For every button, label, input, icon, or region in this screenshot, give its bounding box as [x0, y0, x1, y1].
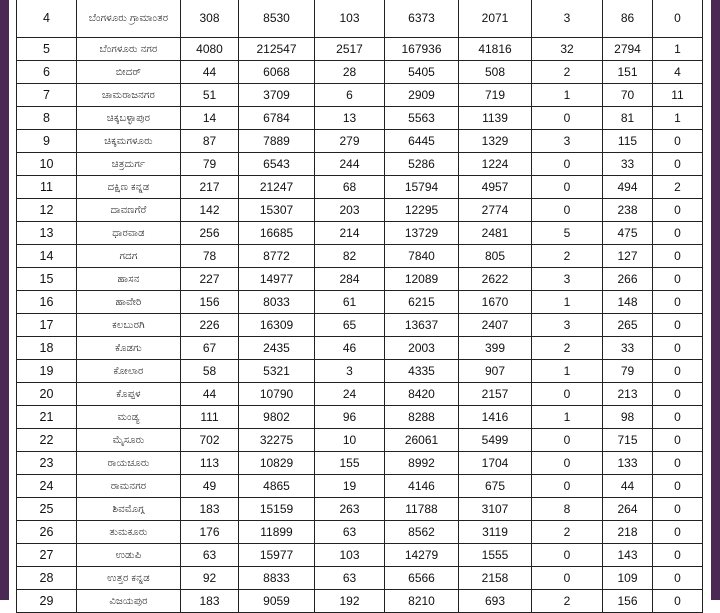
value-cell-7: 218 — [603, 521, 653, 544]
value-cell-3: 82 — [315, 245, 385, 268]
value-cell-5: 675 — [459, 475, 532, 498]
value-cell-4: 2003 — [385, 337, 459, 360]
value-cell-6: 0 — [532, 107, 603, 130]
serial-number-cell: 18 — [17, 337, 77, 360]
district-stats-table — [16, 0, 703, 613]
value-cell-1: 217 — [181, 176, 239, 199]
value-cell-2: 6784 — [239, 107, 315, 130]
value-cell-5: 2407 — [459, 314, 532, 337]
value-cell-6: 3 — [532, 0, 603, 38]
value-cell-3: 284 — [315, 268, 385, 291]
value-cell-4: 13729 — [385, 222, 459, 245]
value-cell-6: 2 — [532, 337, 603, 360]
serial-number-cell: 23 — [17, 452, 77, 475]
value-cell-3: 155 — [315, 452, 385, 475]
value-cell-3: 24 — [315, 383, 385, 406]
value-cell-1: 256 — [181, 222, 239, 245]
value-cell-3: 65 — [315, 314, 385, 337]
value-cell-8: 0 — [653, 268, 703, 291]
value-cell-2: 2435 — [239, 337, 315, 360]
value-cell-4: 8288 — [385, 406, 459, 429]
district-name-cell: ಕೊಪ್ಪಳ — [77, 383, 181, 406]
value-cell-7: 143 — [603, 544, 653, 567]
value-cell-6: 0 — [532, 544, 603, 567]
value-cell-8: 0 — [653, 153, 703, 176]
value-cell-1: 44 — [181, 383, 239, 406]
value-cell-6: 8 — [532, 498, 603, 521]
table-row — [17, 199, 703, 222]
value-cell-5: 3119 — [459, 521, 532, 544]
value-cell-5: 719 — [459, 84, 532, 107]
district-name-cell: ರಾಯಚೂರು — [77, 452, 181, 475]
table-row — [17, 406, 703, 429]
value-cell-3: 68 — [315, 176, 385, 199]
value-cell-7: 127 — [603, 245, 653, 268]
value-cell-1: 87 — [181, 130, 239, 153]
value-cell-4: 6215 — [385, 291, 459, 314]
value-cell-7: 81 — [603, 107, 653, 130]
table-body — [17, 0, 703, 613]
value-cell-3: 28 — [315, 61, 385, 84]
value-cell-6: 0 — [532, 383, 603, 406]
value-cell-8: 1 — [653, 107, 703, 130]
value-cell-6: 0 — [532, 199, 603, 222]
value-cell-5: 41816 — [459, 38, 532, 61]
serial-number-cell: 13 — [17, 222, 77, 245]
value-cell-8: 0 — [653, 567, 703, 590]
table-row — [17, 38, 703, 61]
value-cell-4: 14279 — [385, 544, 459, 567]
serial-number-cell: 8 — [17, 107, 77, 130]
table-row — [17, 498, 703, 521]
value-cell-8: 0 — [653, 521, 703, 544]
value-cell-5: 1555 — [459, 544, 532, 567]
value-cell-8: 0 — [653, 475, 703, 498]
district-name-cell: ತುಮಕೂರು — [77, 521, 181, 544]
district-name-cell: ದಾವಣಗೆರೆ — [77, 199, 181, 222]
table-row — [17, 429, 703, 452]
value-cell-1: 227 — [181, 268, 239, 291]
district-name-cell: ಬೀದರ್ — [77, 61, 181, 84]
value-cell-5: 5499 — [459, 429, 532, 452]
table-row — [17, 268, 703, 291]
value-cell-3: 3 — [315, 360, 385, 383]
value-cell-7: 44 — [603, 475, 653, 498]
table-row — [17, 314, 703, 337]
district-name-cell: ಮಂಡ್ಯ — [77, 406, 181, 429]
value-cell-6: 2 — [532, 61, 603, 84]
value-cell-2: 3709 — [239, 84, 315, 107]
value-cell-8: 0 — [653, 383, 703, 406]
district-name-cell: ಧಾರವಾಡ — [77, 222, 181, 245]
value-cell-5: 1139 — [459, 107, 532, 130]
value-cell-5: 4957 — [459, 176, 532, 199]
serial-number-cell: 21 — [17, 406, 77, 429]
district-name-cell: ಹಾಸನ — [77, 268, 181, 291]
serial-number-cell: 12 — [17, 199, 77, 222]
value-cell-8: 0 — [653, 222, 703, 245]
value-cell-6: 1 — [532, 291, 603, 314]
value-cell-4: 12089 — [385, 268, 459, 291]
value-cell-5: 1670 — [459, 291, 532, 314]
value-cell-3: 46 — [315, 337, 385, 360]
value-cell-4: 6445 — [385, 130, 459, 153]
value-cell-8: 0 — [653, 406, 703, 429]
value-cell-1: 142 — [181, 199, 239, 222]
value-cell-8: 0 — [653, 0, 703, 38]
value-cell-5: 2158 — [459, 567, 532, 590]
district-name-cell: ಕೊಡಗು — [77, 337, 181, 360]
district-name-cell: ಚಾಮರಾಜನಗರ — [77, 84, 181, 107]
table-row — [17, 291, 703, 314]
value-cell-5: 2071 — [459, 0, 532, 38]
serial-number-cell: 9 — [17, 130, 77, 153]
value-cell-5: 2157 — [459, 383, 532, 406]
value-cell-7: 715 — [603, 429, 653, 452]
value-cell-6: 0 — [532, 429, 603, 452]
serial-number-cell: 22 — [17, 429, 77, 452]
value-cell-7: 494 — [603, 176, 653, 199]
district-name-cell: ಮೈಸೂರು — [77, 429, 181, 452]
value-cell-3: 13 — [315, 107, 385, 130]
value-cell-1: 49 — [181, 475, 239, 498]
table-row — [17, 337, 703, 360]
value-cell-5: 1224 — [459, 153, 532, 176]
value-cell-8: 0 — [653, 130, 703, 153]
value-cell-2: 6543 — [239, 153, 315, 176]
value-cell-6: 0 — [532, 153, 603, 176]
table-row — [17, 0, 703, 38]
value-cell-1: 14 — [181, 107, 239, 130]
value-cell-2: 8833 — [239, 567, 315, 590]
district-name-cell: ಚಿತ್ರದುರ್ಗ — [77, 153, 181, 176]
value-cell-6: 0 — [532, 475, 603, 498]
value-cell-5: 907 — [459, 360, 532, 383]
value-cell-7: 151 — [603, 61, 653, 84]
value-cell-3: 63 — [315, 521, 385, 544]
serial-number-cell: 14 — [17, 245, 77, 268]
table-row — [17, 107, 703, 130]
district-name-cell: ವಿಜಯಪುರ — [77, 590, 181, 613]
value-cell-5: 1416 — [459, 406, 532, 429]
value-cell-1: 78 — [181, 245, 239, 268]
value-cell-4: 13637 — [385, 314, 459, 337]
value-cell-1: 226 — [181, 314, 239, 337]
value-cell-6: 2 — [532, 245, 603, 268]
value-cell-8: 0 — [653, 291, 703, 314]
value-cell-7: 33 — [603, 337, 653, 360]
value-cell-1: 183 — [181, 498, 239, 521]
value-cell-5: 693 — [459, 590, 532, 613]
value-cell-2: 15159 — [239, 498, 315, 521]
serial-number-cell: 26 — [17, 521, 77, 544]
value-cell-7: 33 — [603, 153, 653, 176]
value-cell-6: 3 — [532, 130, 603, 153]
table-row — [17, 567, 703, 590]
serial-number-cell: 19 — [17, 360, 77, 383]
value-cell-7: 86 — [603, 0, 653, 38]
value-cell-3: 103 — [315, 0, 385, 38]
serial-number-cell: 28 — [17, 567, 77, 590]
value-cell-7: 148 — [603, 291, 653, 314]
value-cell-5: 508 — [459, 61, 532, 84]
value-cell-1: 156 — [181, 291, 239, 314]
value-cell-8: 0 — [653, 360, 703, 383]
serial-number-cell: 11 — [17, 176, 77, 199]
value-cell-6: 1 — [532, 84, 603, 107]
value-cell-2: 9059 — [239, 590, 315, 613]
table-row — [17, 590, 703, 613]
value-cell-5: 2622 — [459, 268, 532, 291]
value-cell-4: 4335 — [385, 360, 459, 383]
value-cell-8: 11 — [653, 84, 703, 107]
value-cell-4: 7840 — [385, 245, 459, 268]
value-cell-1: 58 — [181, 360, 239, 383]
value-cell-3: 2517 — [315, 38, 385, 61]
value-cell-8: 0 — [653, 498, 703, 521]
value-cell-6: 0 — [532, 567, 603, 590]
value-cell-8: 0 — [653, 544, 703, 567]
serial-number-cell: 15 — [17, 268, 77, 291]
value-cell-8: 0 — [653, 429, 703, 452]
serial-number-cell: 24 — [17, 475, 77, 498]
serial-number-cell: 7 — [17, 84, 77, 107]
value-cell-4: 8992 — [385, 452, 459, 475]
value-cell-3: 203 — [315, 199, 385, 222]
value-cell-6: 3 — [532, 268, 603, 291]
value-cell-5: 805 — [459, 245, 532, 268]
serial-number-cell: 6 — [17, 61, 77, 84]
serial-number-cell: 29 — [17, 590, 77, 613]
district-name-cell: ಶಿವಮೊಗ್ಗ — [77, 498, 181, 521]
value-cell-7: 133 — [603, 452, 653, 475]
value-cell-6: 0 — [532, 452, 603, 475]
value-cell-2: 15307 — [239, 199, 315, 222]
district-name-cell: ಉಡುಪಿ — [77, 544, 181, 567]
value-cell-7: 156 — [603, 590, 653, 613]
value-cell-4: 8420 — [385, 383, 459, 406]
serial-number-cell: 4 — [17, 0, 77, 38]
value-cell-2: 14977 — [239, 268, 315, 291]
page-border-right — [711, 0, 720, 600]
serial-number-cell: 27 — [17, 544, 77, 567]
value-cell-6: 2 — [532, 521, 603, 544]
value-cell-1: 92 — [181, 567, 239, 590]
value-cell-7: 238 — [603, 199, 653, 222]
value-cell-5: 2481 — [459, 222, 532, 245]
value-cell-8: 1 — [653, 38, 703, 61]
value-cell-6: 1 — [532, 406, 603, 429]
serial-number-cell: 17 — [17, 314, 77, 337]
value-cell-4: 15794 — [385, 176, 459, 199]
table-row — [17, 452, 703, 475]
value-cell-4: 11788 — [385, 498, 459, 521]
value-cell-2: 32275 — [239, 429, 315, 452]
value-cell-8: 0 — [653, 337, 703, 360]
value-cell-5: 1329 — [459, 130, 532, 153]
value-cell-2: 6068 — [239, 61, 315, 84]
value-cell-7: 264 — [603, 498, 653, 521]
value-cell-6: 5 — [532, 222, 603, 245]
table-row — [17, 383, 703, 406]
district-name-cell: ಚಿಕ್ಕಮಗಳೂರು — [77, 130, 181, 153]
page-border-left — [0, 0, 9, 600]
value-cell-7: 109 — [603, 567, 653, 590]
value-cell-1: 51 — [181, 84, 239, 107]
value-cell-4: 6566 — [385, 567, 459, 590]
value-cell-3: 19 — [315, 475, 385, 498]
value-cell-8: 0 — [653, 245, 703, 268]
table-row — [17, 521, 703, 544]
value-cell-2: 5321 — [239, 360, 315, 383]
value-cell-3: 10 — [315, 429, 385, 452]
value-cell-3: 96 — [315, 406, 385, 429]
value-cell-1: 67 — [181, 337, 239, 360]
value-cell-3: 103 — [315, 544, 385, 567]
value-cell-2: 212547 — [239, 38, 315, 61]
value-cell-1: 308 — [181, 0, 239, 38]
value-cell-3: 263 — [315, 498, 385, 521]
value-cell-2: 4865 — [239, 475, 315, 498]
value-cell-7: 115 — [603, 130, 653, 153]
value-cell-5: 399 — [459, 337, 532, 360]
table-row — [17, 544, 703, 567]
value-cell-3: 279 — [315, 130, 385, 153]
value-cell-2: 8033 — [239, 291, 315, 314]
value-cell-4: 8562 — [385, 521, 459, 544]
value-cell-4: 5405 — [385, 61, 459, 84]
value-cell-3: 192 — [315, 590, 385, 613]
value-cell-6: 3 — [532, 314, 603, 337]
value-cell-2: 7889 — [239, 130, 315, 153]
value-cell-3: 61 — [315, 291, 385, 314]
value-cell-8: 0 — [653, 314, 703, 337]
value-cell-6: 1 — [532, 360, 603, 383]
value-cell-2: 10829 — [239, 452, 315, 475]
value-cell-8: 0 — [653, 199, 703, 222]
table-row — [17, 84, 703, 107]
value-cell-2: 21247 — [239, 176, 315, 199]
value-cell-1: 44 — [181, 61, 239, 84]
district-name-cell: ಉತ್ತರ ಕನ್ನಡ — [77, 567, 181, 590]
value-cell-1: 63 — [181, 544, 239, 567]
value-cell-7: 475 — [603, 222, 653, 245]
value-cell-4: 167936 — [385, 38, 459, 61]
table-row — [17, 360, 703, 383]
value-cell-5: 1704 — [459, 452, 532, 475]
value-cell-4: 6373 — [385, 0, 459, 38]
value-cell-4: 2909 — [385, 84, 459, 107]
serial-number-cell: 20 — [17, 383, 77, 406]
district-name-cell: ರಾಮನಗರ — [77, 475, 181, 498]
value-cell-1: 176 — [181, 521, 239, 544]
district-name-cell: ದಕ್ಷಿಣ ಕನ್ನಡ — [77, 176, 181, 199]
district-name-cell: ಗದಗ — [77, 245, 181, 268]
table-row — [17, 222, 703, 245]
value-cell-3: 214 — [315, 222, 385, 245]
value-cell-1: 183 — [181, 590, 239, 613]
value-cell-8: 0 — [653, 590, 703, 613]
table-row — [17, 61, 703, 84]
serial-number-cell: 25 — [17, 498, 77, 521]
value-cell-7: 213 — [603, 383, 653, 406]
serial-number-cell: 10 — [17, 153, 77, 176]
value-cell-5: 2774 — [459, 199, 532, 222]
district-name-cell: ಕೋಲಾರ — [77, 360, 181, 383]
district-name-cell: ಕಲಬುರಗಿ — [77, 314, 181, 337]
value-cell-1: 113 — [181, 452, 239, 475]
value-cell-6: 2 — [532, 590, 603, 613]
district-name-cell: ಹಾವೇರಿ — [77, 291, 181, 314]
value-cell-8: 2 — [653, 176, 703, 199]
value-cell-7: 79 — [603, 360, 653, 383]
value-cell-2: 8530 — [239, 0, 315, 38]
value-cell-6: 0 — [532, 176, 603, 199]
value-cell-2: 15977 — [239, 544, 315, 567]
district-name-cell: ಬೆಂಗಳೂರು ಗ್ರಾಮಾಂತರ — [77, 0, 181, 38]
value-cell-3: 63 — [315, 567, 385, 590]
value-cell-1: 111 — [181, 406, 239, 429]
value-cell-4: 4146 — [385, 475, 459, 498]
district-name-cell: ಚಿಕ್ಕಬಳ್ಳಾಪುರ — [77, 107, 181, 130]
value-cell-8: 4 — [653, 61, 703, 84]
value-cell-2: 8772 — [239, 245, 315, 268]
value-cell-7: 70 — [603, 84, 653, 107]
value-cell-2: 16685 — [239, 222, 315, 245]
value-cell-1: 79 — [181, 153, 239, 176]
district-name-cell: ಬೆಂಗಳೂರು ನಗರ — [77, 38, 181, 61]
value-cell-3: 244 — [315, 153, 385, 176]
value-cell-4: 5286 — [385, 153, 459, 176]
value-cell-7: 2794 — [603, 38, 653, 61]
value-cell-1: 4080 — [181, 38, 239, 61]
table-row — [17, 130, 703, 153]
table-row — [17, 475, 703, 498]
value-cell-4: 5563 — [385, 107, 459, 130]
value-cell-2: 16309 — [239, 314, 315, 337]
value-cell-7: 266 — [603, 268, 653, 291]
table-row — [17, 245, 703, 268]
value-cell-4: 8210 — [385, 590, 459, 613]
value-cell-3: 6 — [315, 84, 385, 107]
value-cell-7: 98 — [603, 406, 653, 429]
value-cell-7: 265 — [603, 314, 653, 337]
value-cell-1: 702 — [181, 429, 239, 452]
value-cell-2: 9802 — [239, 406, 315, 429]
value-cell-4: 26061 — [385, 429, 459, 452]
value-cell-4: 12295 — [385, 199, 459, 222]
value-cell-8: 0 — [653, 452, 703, 475]
table-row — [17, 176, 703, 199]
value-cell-6: 32 — [532, 38, 603, 61]
value-cell-5: 3107 — [459, 498, 532, 521]
serial-number-cell: 16 — [17, 291, 77, 314]
table-row — [17, 153, 703, 176]
serial-number-cell: 5 — [17, 38, 77, 61]
value-cell-2: 10790 — [239, 383, 315, 406]
value-cell-2: 11899 — [239, 521, 315, 544]
